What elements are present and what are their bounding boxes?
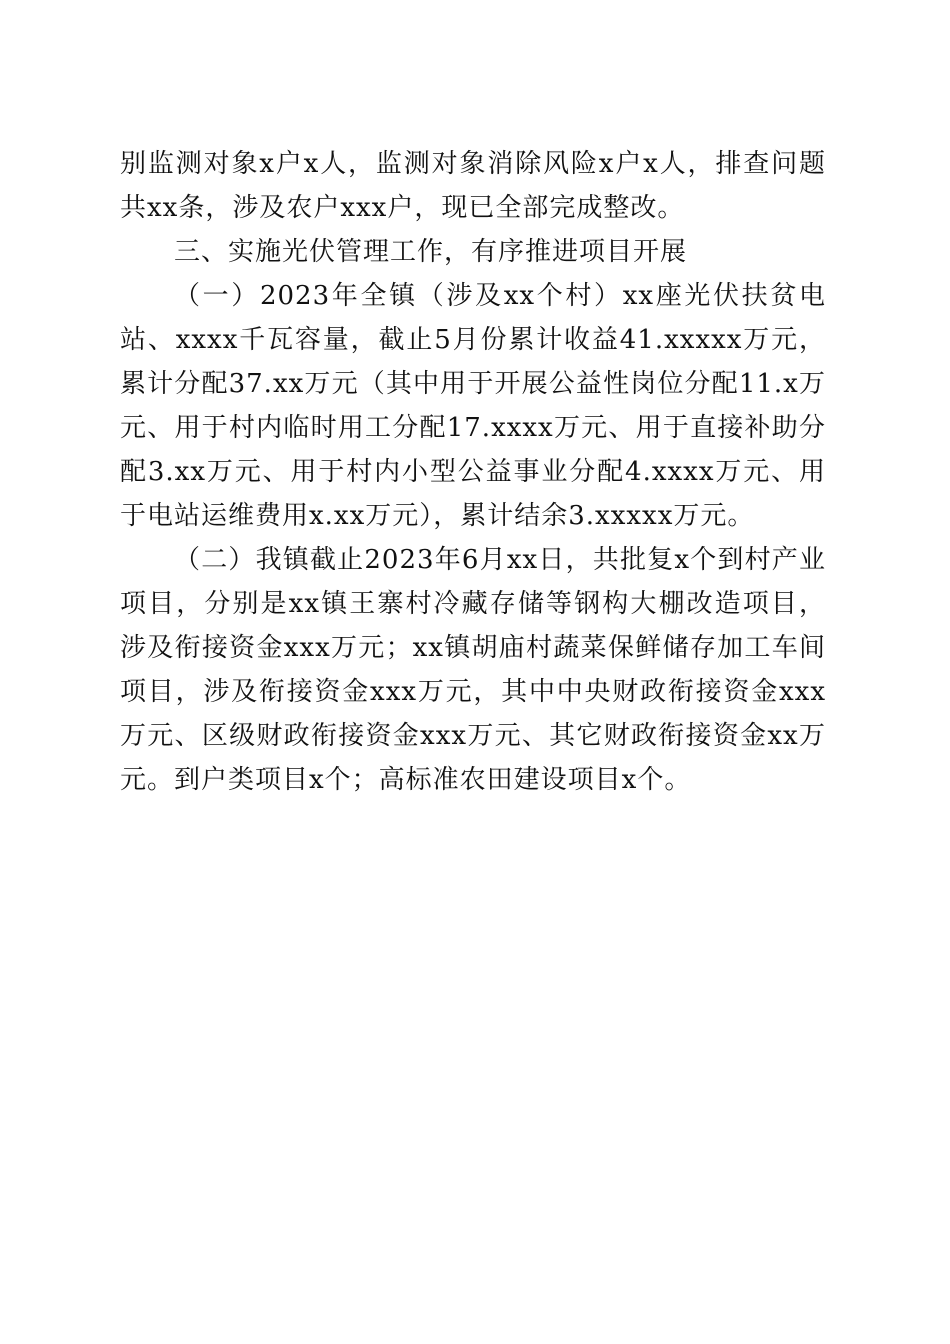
- document-body: [120, 142, 826, 802]
- paragraph-subsection-1: （一）2023年全镇（涉及xx个村）xx座光伏扶贫电站、xxxx千瓦容量，截止5月份累计收益41.xxxxx万元，累计分配37.xx万元（其中用于开展公益性岗位分配11.x万元、用于村内临时用工分配17.xxxx万元、用于直接补助分配3.xx万元、用于村内小型公益事业分配4.xxxx万元、用于电站运维费用x.xx万元），累计结余3.xxxxx万元。: [120, 281, 826, 531]
- paragraph-subsection-2: （二）我镇截止2023年6月xx日，共批复x个到村产业项目，分别是xx镇王寨村冷藏存储等钢构大棚改造项目，涉及衔接资金xxx万元；xx镇胡庙村蔬菜保鲜储存加工车间项目，涉及衔接资金xxx万元，其中中央财政衔接资金xxx万元、区级财政衔接资金xxx万元、其它财政衔接资金xx万元。到户类项目x个；高标准农田建设项目x个。: [120, 545, 826, 795]
- section-heading-3: 三、实施光伏管理工作，有序推进项目开展: [174, 237, 688, 267]
- paragraph-continued: 别监测对象x户x人，监测对象消除风险x户x人，排查问题共xx条，涉及农户xxx户，现已全部完成整改。: [120, 149, 826, 223]
